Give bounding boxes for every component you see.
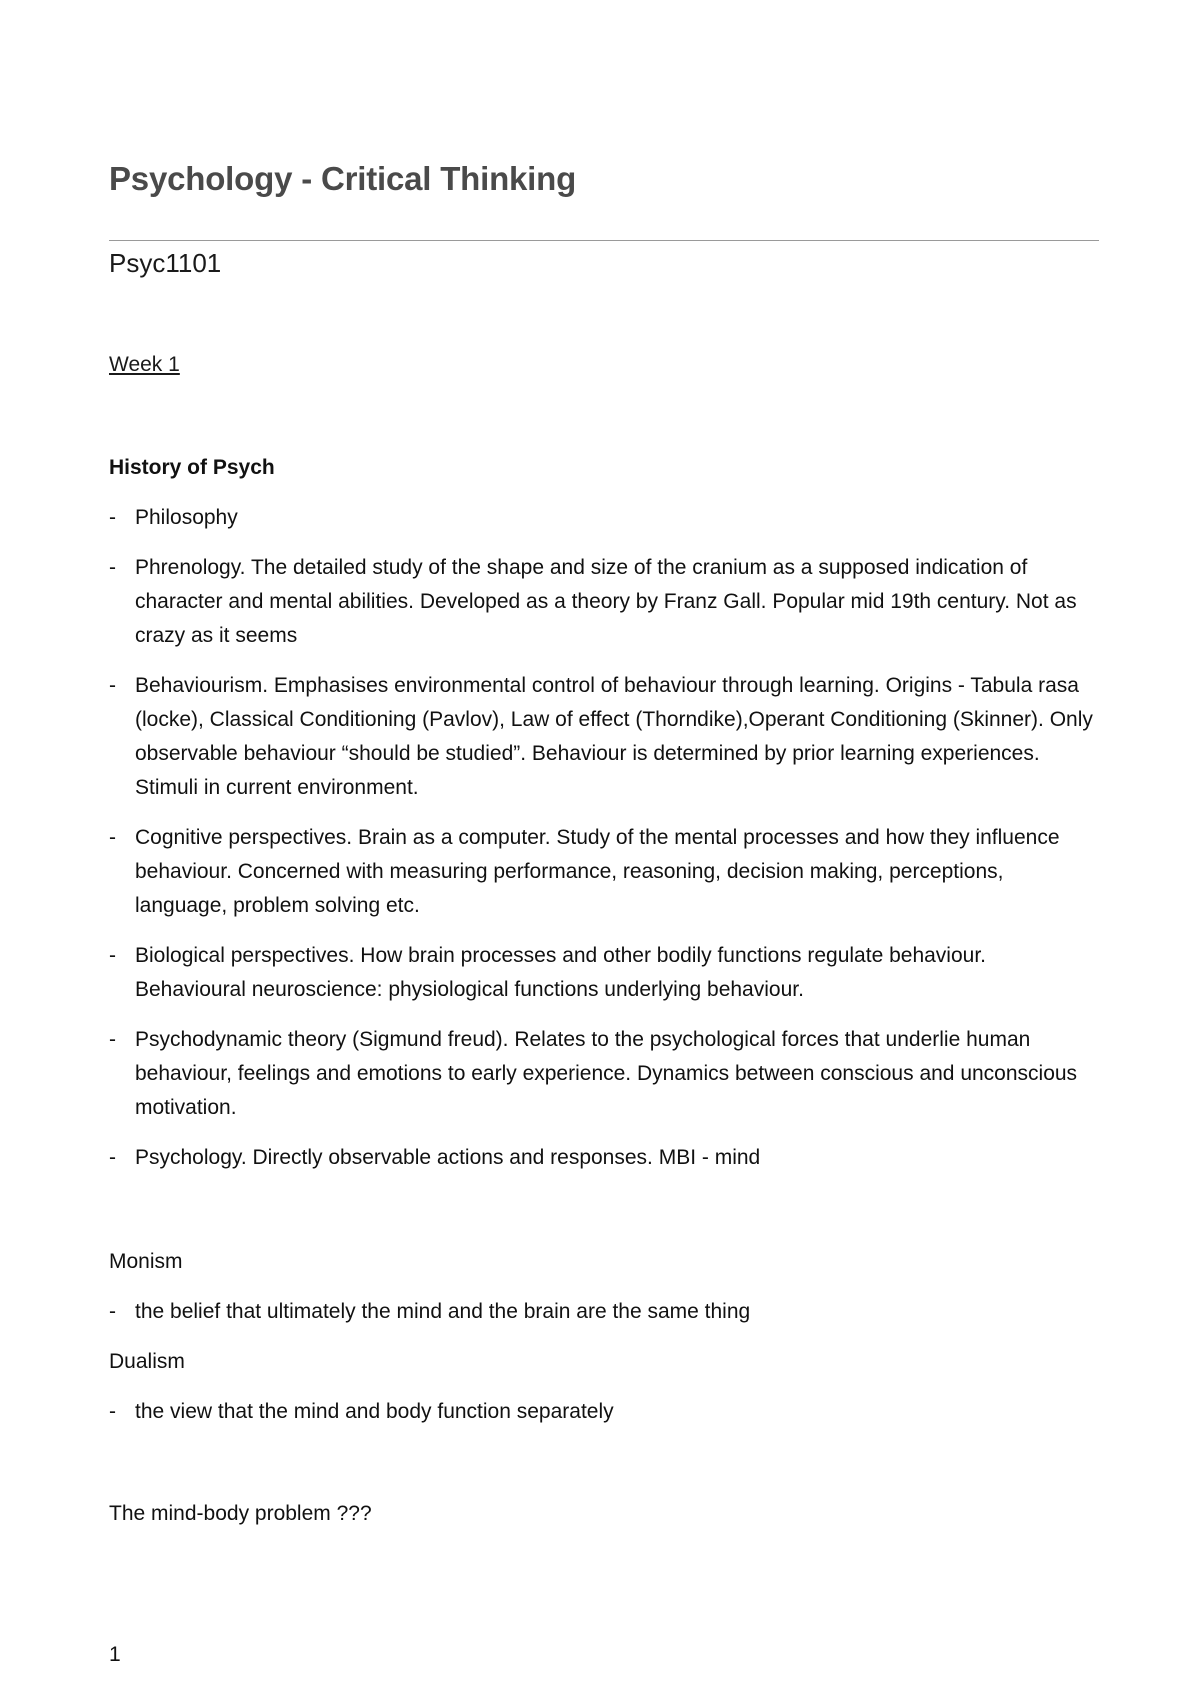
bullet-dash: - xyxy=(109,556,116,579)
list-item xyxy=(109,821,1099,923)
history-bullet-list xyxy=(109,501,1099,1191)
title-divider xyxy=(109,240,1099,241)
list-item-text: Psychology. Directly observable actions and responses. MBI - mind xyxy=(135,1146,761,1169)
bullet-dash: - xyxy=(109,1146,116,1169)
monism-definition xyxy=(109,1295,1099,1329)
bullet-dash: - xyxy=(109,674,116,697)
list-item xyxy=(109,1141,1099,1175)
dualism-definition xyxy=(109,1395,1099,1429)
document-title: Psychology - Critical Thinking xyxy=(109,160,577,197)
list-item-text: Cognitive perspectives. Brain as a computer. Study of the mental processes and how they influence behaviour. Concerned with measuring performance, reasoning, decision making, perceptions, language, problem solving etc. xyxy=(135,826,1060,917)
mind-body-problem: The mind-body problem ??? xyxy=(109,1502,372,1525)
week-label: Week 1 xyxy=(109,353,180,376)
list-item xyxy=(109,551,1099,653)
monism-definition-text: the belief that ultimately the mind and the brain are the same thing xyxy=(135,1300,751,1323)
list-item-text: Biological perspectives. How brain processes and other bodily functions regulate behaviour. Behavioural neuroscience: physiological functions underlying behaviour. xyxy=(135,944,986,1001)
bullet-dash: - xyxy=(109,1028,116,1051)
section-heading-history: History of Psych xyxy=(109,456,275,479)
list-item xyxy=(109,939,1099,1007)
list-item xyxy=(109,669,1099,805)
bullet-dash: - xyxy=(109,1400,116,1423)
list-item xyxy=(109,501,1099,535)
bullet-dash: - xyxy=(109,944,116,967)
list-item-text: Psychodynamic theory (Sigmund freud). Relates to the psychological forces that underlie human behaviour, feelings and emotions to early experience. Dynamics between conscious and unconscious motivation. xyxy=(135,1028,1078,1119)
list-item-text: Phrenology. The detailed study of the shape and size of the cranium as a supposed indication of character and mental abilities. Developed as a theory by Franz Gall. Popular mid 19th century. Not as crazy as it seems xyxy=(135,556,1077,647)
list-item-text: Philosophy xyxy=(135,506,238,529)
list-item-text: Behaviourism. Emphasises environmental control of behaviour through learning. Origins - Tabula rasa (locke), Classical Conditioning (Pavlov), Law of effect (Thorndike),Operant Conditioning (Skinner). Only observable behaviour “should be studied”. Behaviour is determined by prior learning experiences. Stimuli in current environment. xyxy=(135,674,1093,799)
bullet-dash: - xyxy=(109,1300,116,1323)
dualism-definition-text: the view that the mind and body function separately xyxy=(135,1400,614,1423)
monism-label: Monism xyxy=(109,1250,183,1273)
list-item xyxy=(109,1023,1099,1125)
course-code: Psyc1101 xyxy=(109,248,222,278)
page-number: 1 xyxy=(109,1643,121,1666)
bullet-dash: - xyxy=(109,506,116,529)
dualism-label: Dualism xyxy=(109,1350,185,1373)
bullet-dash: - xyxy=(109,826,116,849)
